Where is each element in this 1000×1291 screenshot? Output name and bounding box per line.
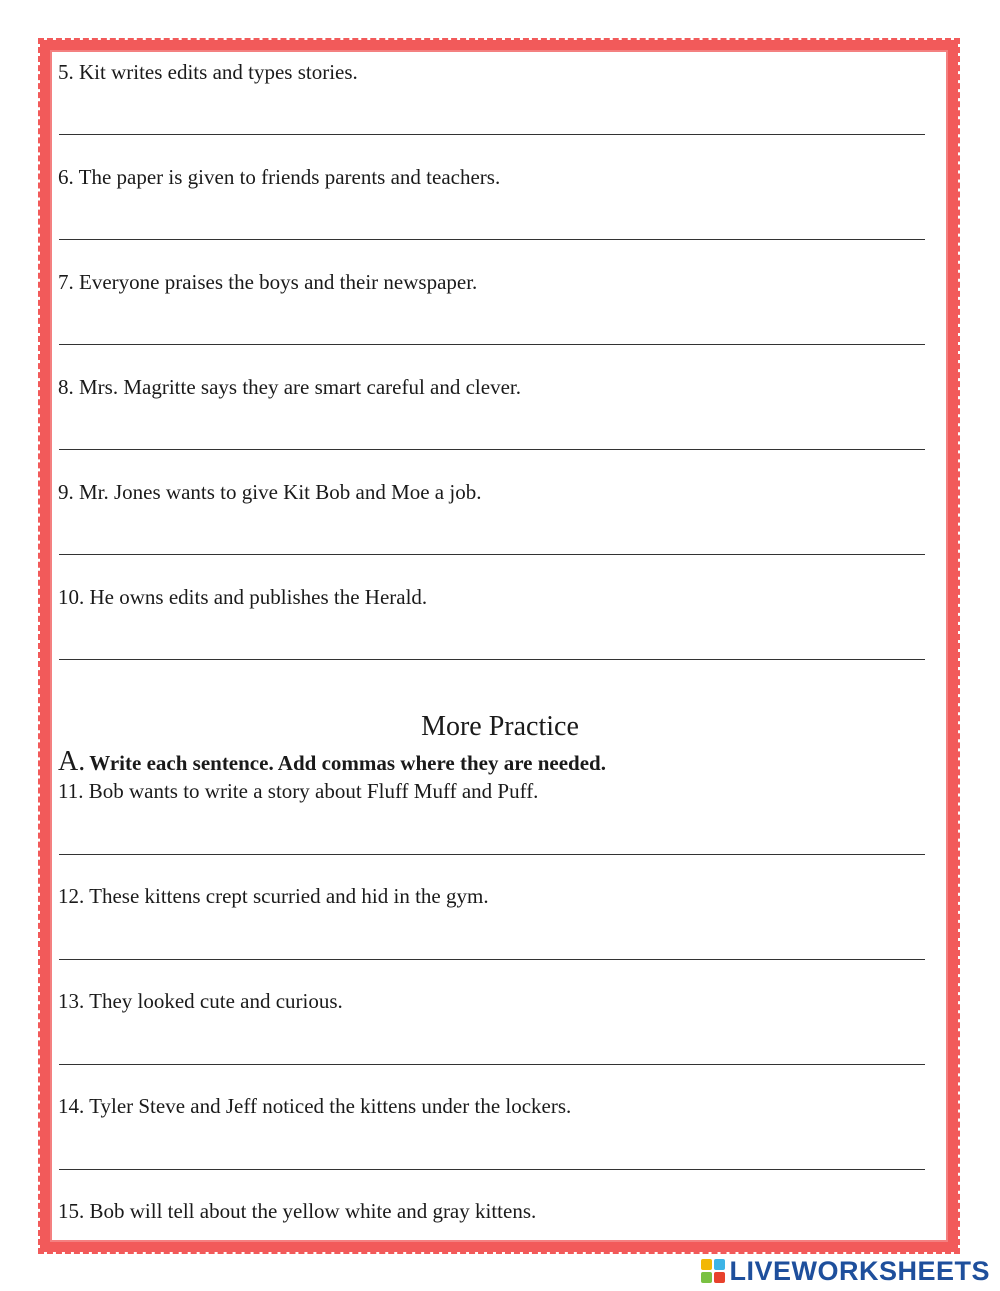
answer-line-12[interactable] — [59, 959, 925, 960]
question-7: 7. Everyone praises the boys and their newspaper. — [58, 270, 478, 294]
question-13: 13. They looked cute and curious. — [58, 989, 343, 1013]
worksheet-frame — [40, 40, 958, 1252]
question-15: 15. Bob will tell about the yellow white and gray kittens. — [58, 1199, 537, 1223]
question-9: 9. Mr. Jones wants to give Kit Bob and Moe a job. — [58, 480, 482, 504]
question-10: 10. He owns edits and publishes the Herald. — [58, 585, 428, 609]
instruction — [58, 746, 606, 778]
answer-line-14[interactable] — [59, 1169, 925, 1170]
answer-line-9[interactable] — [59, 554, 925, 555]
brand-name: LIVEWORKSHEETS — [729, 1255, 990, 1286]
answer-line-11[interactable] — [59, 854, 925, 855]
question-6: 6. The paper is given to friends parents and teachers. — [58, 165, 501, 189]
instruction-letter: A. — [58, 746, 86, 777]
question-8: 8. Mrs. Magritte says they are smart careful and clever. — [58, 375, 521, 399]
answer-line-7[interactable] — [59, 344, 925, 345]
answer-line-6[interactable] — [59, 239, 925, 240]
question-12: 12. These kittens crept scurried and hid in the gym. — [58, 884, 489, 908]
question-11: 11. Bob wants to write a story about Fluff Muff and Puff. — [58, 779, 539, 803]
question-5: 5. Kit writes edits and types stories. — [58, 60, 358, 84]
liveworksheets-logo-icon — [701, 1259, 725, 1283]
instruction-text: Write each sentence. Add commas where they are needed. — [89, 751, 606, 775]
answer-line-13[interactable] — [59, 1064, 925, 1065]
liveworksheets-brand[interactable] — [701, 1257, 990, 1285]
question-14: 14. Tyler Steve and Jeff noticed the kittens under the lockers. — [58, 1094, 572, 1118]
answer-line-8[interactable] — [59, 449, 925, 450]
answer-line-5[interactable] — [59, 134, 925, 135]
section-title: More Practice — [421, 711, 579, 742]
answer-line-10[interactable] — [59, 659, 925, 660]
